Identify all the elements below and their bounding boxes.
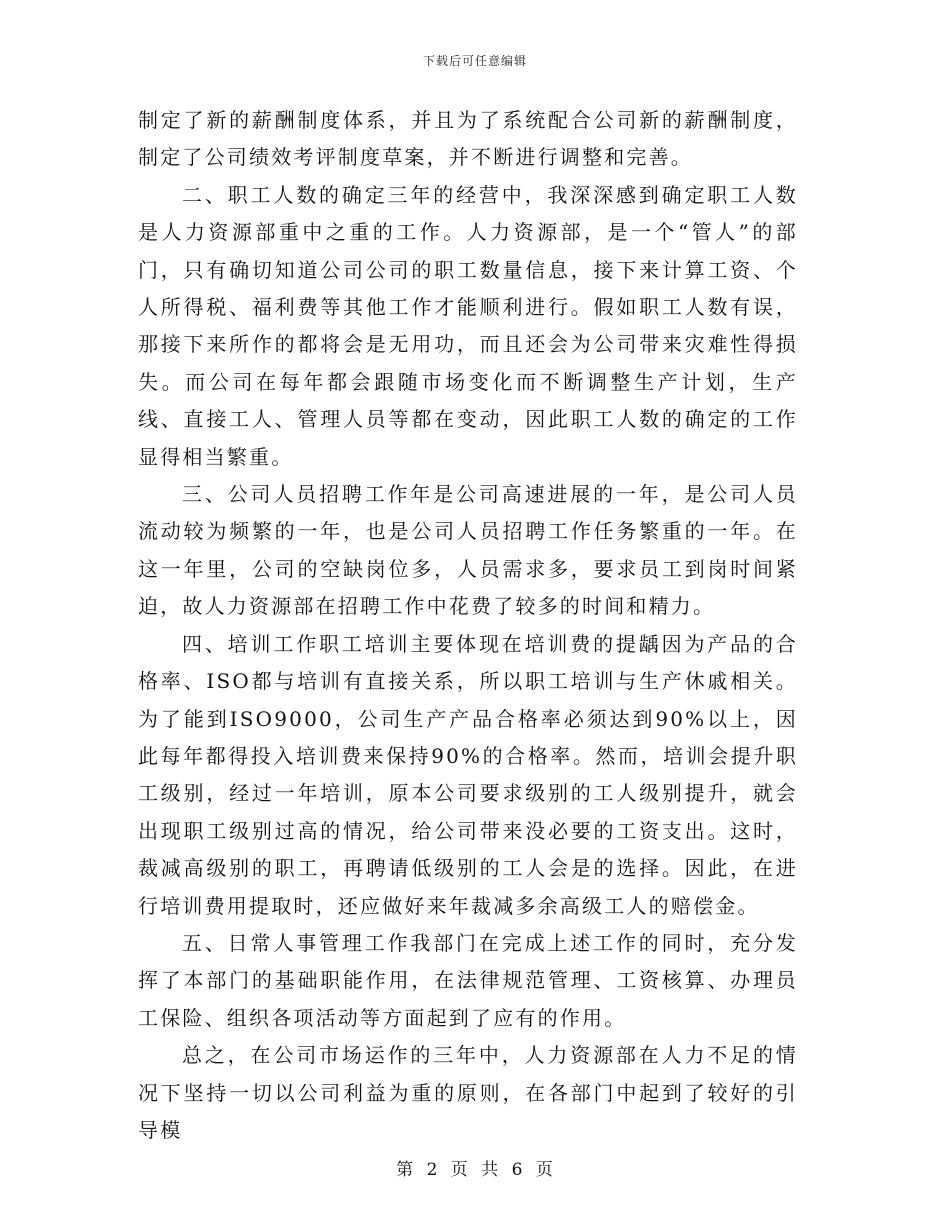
page-header: 下载后可任意编辑 <box>422 54 527 68</box>
paragraph-6: 总之，在公司市场运作的三年中，人力资源部在人力不足的情况下坚持一切以公司利益为重的原则，在各部门中起到了较好的引导模 <box>138 1043 798 1142</box>
paragraph-1: 制定了新的薪酬制度体系，并且为了系统配合公司新的薪酬制度，制定了公司绩效考评制度草案，并不断进行调整和完善。 <box>138 108 798 170</box>
paragraph-3: 三、公司人员招聘工作年是公司高速进展的一年，是公司人员流动较为频繁的一年，也是公司人员招聘工作任务繁重的一年。在这一年里，公司的空缺岗位多，人员需求多，要求员工到岗时间紧迫，故人力资源部在招聘工作中花费了较多的时间和精力。 <box>138 482 798 619</box>
page-number-footer: 第 2 页 共 6 页 <box>396 1160 554 1180</box>
paragraph-2: 二、职工人数的确定三年的经营中，我深深感到确定职工人数是人力资源部重中之重的工作。人力资源部，是一个“管人”的部门，只有确切知道公司公司的职工数量信息，接下来计算工资、个人所得税、福利费等其他工作才能顺利进行。假如职工人数有误，那接下来所作的都将会是无用功，而且还会为公司带来灾难性得损失。而公司在每年都会跟随市场变化而不断调整生产计划，生产线、直接工人、管理人员等都在变动，因此职工人数的确定的工作显得相当繁重。 <box>138 182 798 469</box>
document-body <box>138 102 798 1149</box>
paragraph-5: 五、日常人事管理工作我部门在完成上述工作的同时，充分发挥了本部门的基础职能作用，在法律规范管理、工资核算、办理员工保险、组织各项活动等方面起到了应有的作用。 <box>138 930 798 1030</box>
paragraph-4: 四、培训工作职工培训主要体现在培训费的提龋因为产品的合格率、ISO都与培训有直接关系，所以职工培训与生产休戚相关。为了能到ISO9000，公司生产产品合格率必须达到90%以上，因此每年都得投入培训费来保持90%的合格率。然而，培训会提升职工级别，经过一年培训，原本公司要求级别的工人级别提升，就会出现职工级别过高的情况，给公司带来没必要的工资支出。这时，裁减高级别的职工，再聘请低级别的工人会是的选择。因此，在进行培训费用提取时，还应做好来年裁减多余高级工人的赔偿金。 <box>138 631 798 918</box>
